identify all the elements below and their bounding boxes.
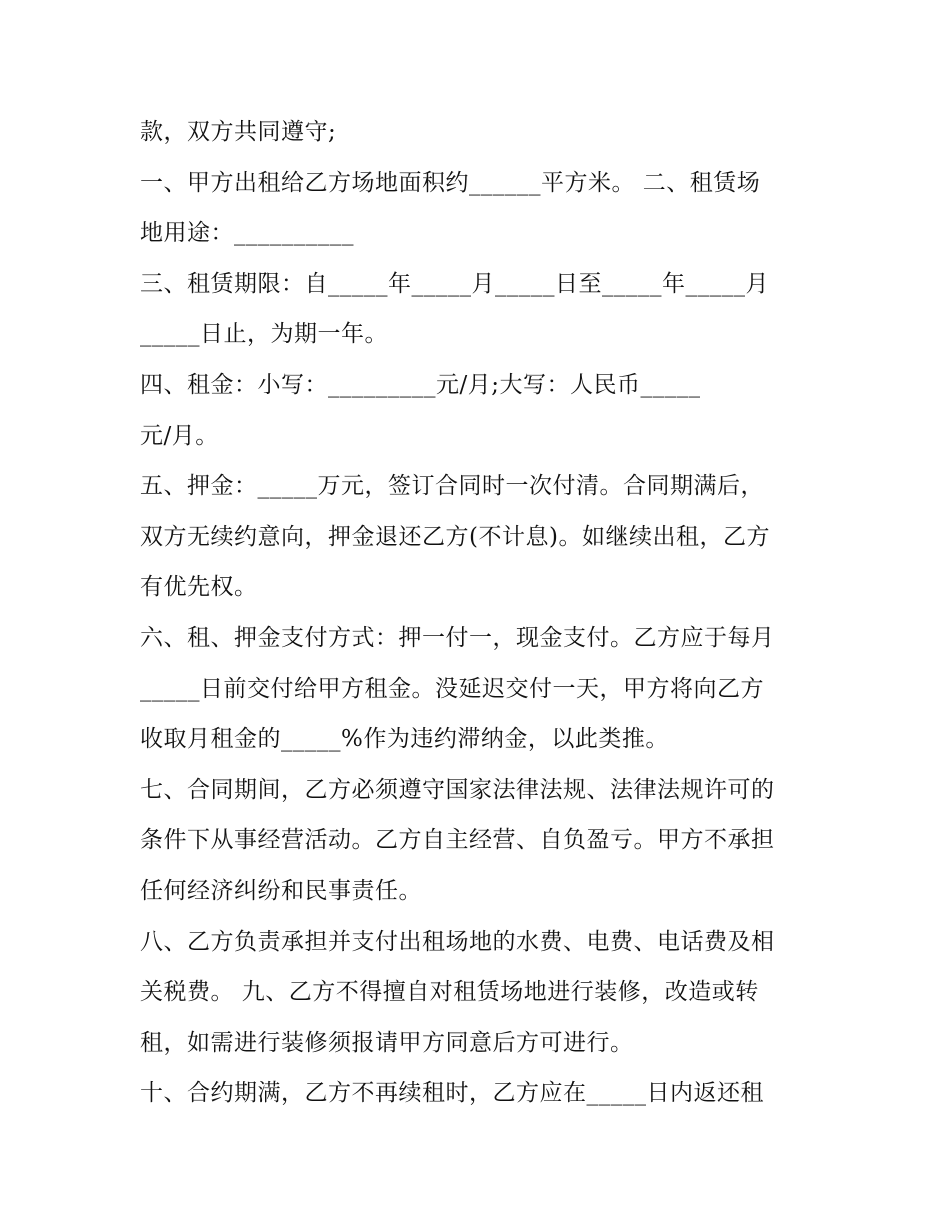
text-line: 十、合约期满，乙方不再续租时，乙方应在_____日内返还租 [140, 1080, 764, 1107]
text-line: 地用途：__________ [140, 220, 354, 247]
document-body [140, 107, 820, 1119]
text-line: _____日止，为期一年。 [140, 321, 388, 348]
text-line: 关税费。 九、乙方不得擅自对租赁场地进行装修，改造或转 [140, 979, 759, 1006]
text-line: 六、租、押金支付方式：押一付一，现金支付。乙方应于每月 [140, 624, 775, 651]
text-line: 收取月租金的_____%作为违约滞纳金，以此类推。 [140, 726, 669, 753]
text-line: 元/月。 [140, 422, 219, 449]
text-line: 有优先权。 [140, 574, 258, 601]
text-line: 双方无续约意向，押金退还乙方(不计息)。如继续出租，乙方 [140, 523, 770, 550]
text-line: _____日前交付给甲方租金。没延迟交付一天，甲方将向乙方 [140, 675, 764, 702]
text-line: 七、合同期间，乙方必须遵守国家法律法规、法律法规许可的 [140, 776, 775, 803]
text-line: 条件下从事经营活动。乙方自主经营、自负盈亏。甲方不承担 [140, 827, 775, 854]
text-line: 八、乙方负责承担并支付出租场地的水费、电费、电话费及相 [140, 928, 775, 955]
text-line: 租，如需进行装修须报请甲方同意后方可进行。 [140, 1029, 634, 1056]
text-line: 款，双方共同遵守; [140, 119, 337, 145]
text-line: 一、甲方出租给乙方场地面积约______平方米。 二、租赁场 [140, 169, 761, 196]
text-line: 任何经济纠纷和民事责任。 [140, 877, 422, 904]
text-line: 四、租金：小写：_________元/月;大写：人民币_____ [140, 371, 701, 398]
text-line: 五、押金：_____万元，签订合同时一次付清。合同期满后， [140, 473, 764, 500]
text-line: 三、租赁期限：自_____年_____月_____日至_____年_____月 [140, 270, 769, 297]
